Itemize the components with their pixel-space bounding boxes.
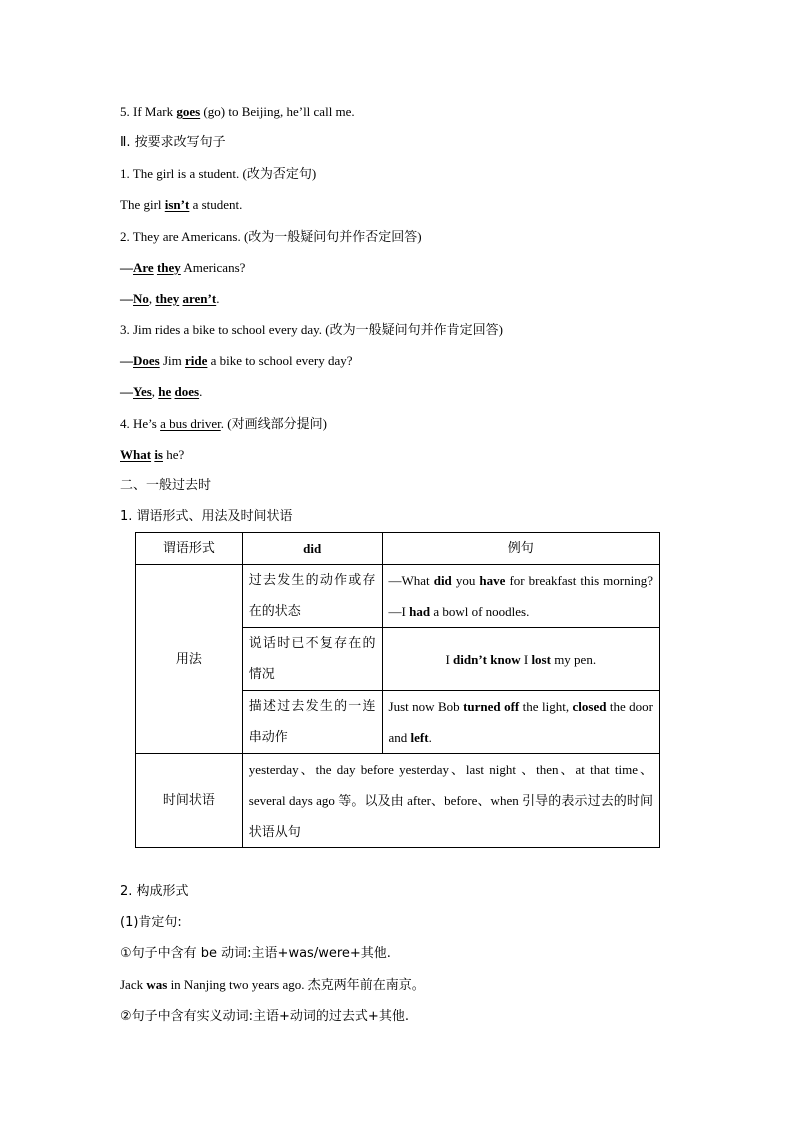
answer-2a: —Are they Americans? xyxy=(120,260,246,275)
question-2: 2. They are Americans. (改为一般疑问句并作否定回答) xyxy=(120,229,422,244)
answer-goes: goes xyxy=(176,104,201,119)
example-jack: Jack was in Nanjing two years ago. 杰克两年前在南京。 xyxy=(120,977,425,992)
time-adverbial-text: yesterday、the day before yesterday、last night 、then、at that time、several days ago 等。以及由 after、before、when 引导的表示过去的时间状语从句 xyxy=(242,754,659,848)
usage-3: 描述过去发生的一连串动作 xyxy=(242,691,382,754)
example-1: —What did you have for breakfast this morning? —I had a bowl of noodles. xyxy=(382,565,659,628)
subheading-1: 1. 谓语形式、用法及时间状语 xyxy=(120,509,293,524)
header-examples: 例句 xyxy=(382,533,659,565)
usage-1: 过去发生的动作或存在的状态 xyxy=(242,565,382,628)
question-4: 4. He’s a bus driver. (对画线部分提问) xyxy=(120,416,327,431)
table-row xyxy=(136,565,660,628)
section-heading-rewrite: Ⅱ. 按要求改写句子 xyxy=(120,135,226,150)
usage-2: 说话时已不复存在的情况 xyxy=(242,628,382,691)
exercise-5: 5. If Mark goes (go) to Beijing, he’ll call me. xyxy=(120,104,355,119)
answer-3a: —Does Jim ride a bike to school every day? xyxy=(120,353,353,368)
example-3: Just now Bob turned off the light, closed the door and left. xyxy=(382,691,659,754)
answer-3b: —Yes, he does. xyxy=(120,384,203,399)
question-1: 1. The girl is a student. (改为否定句) xyxy=(120,166,317,181)
rule-notional-verb: ②句子中含有实义动词:主语+动词的过去式+其他. xyxy=(120,1009,409,1024)
subheading-2: 2. 构成形式 xyxy=(120,884,189,899)
question-3: 3. Jim rides a bike to school every day. (改为一般疑问句并作肯定回答) xyxy=(120,322,503,337)
past-tense-table xyxy=(135,532,660,848)
affirmative-heading: (1)肯定句: xyxy=(120,915,182,930)
table-header-row xyxy=(136,533,660,565)
answer-2b: —No, they aren’t. xyxy=(120,291,220,306)
header-did: did xyxy=(242,533,382,565)
table-row xyxy=(136,754,660,848)
answer-1: The girl isn’t a student. xyxy=(120,197,243,212)
example-2: I didn’t know I lost my pen. xyxy=(382,628,659,691)
time-adverbial-label: 时间状语 xyxy=(136,754,243,848)
usage-label: 用法 xyxy=(136,565,243,754)
section-heading-past-tense: 二、一般过去时 xyxy=(120,478,212,493)
answer-4: What is he? xyxy=(120,447,185,462)
rule-be-verb: ①句子中含有 be 动词:主语+was/were+其他. xyxy=(120,946,391,961)
header-predicate-form: 谓语形式 xyxy=(136,533,243,565)
